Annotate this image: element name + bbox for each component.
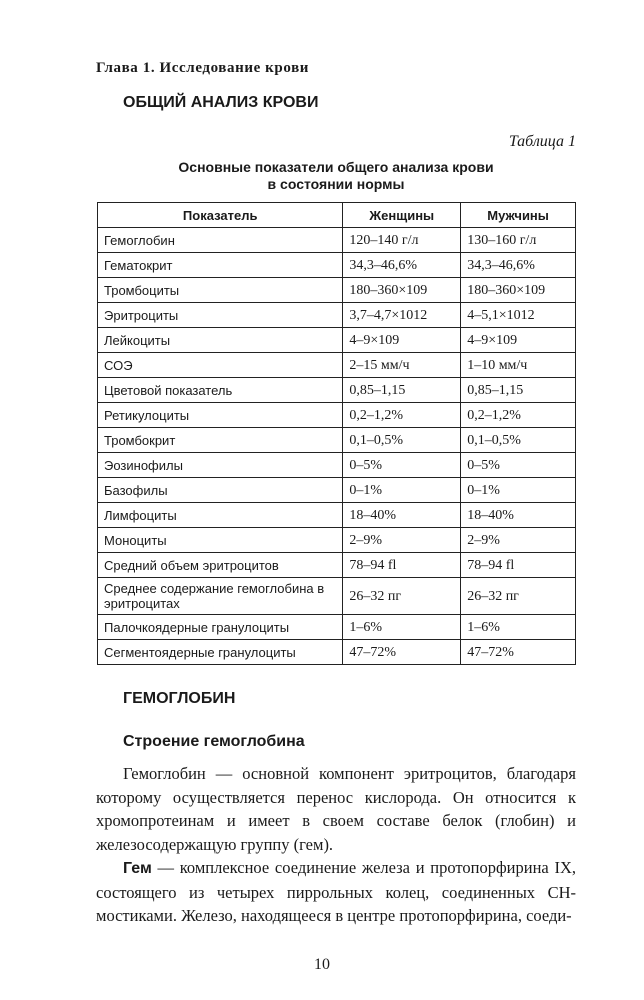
bold-term: Гем	[123, 860, 152, 877]
indicator-cell: Эозинофилы	[98, 453, 343, 478]
table-row	[98, 253, 576, 278]
table-row	[98, 453, 576, 478]
table-row	[98, 578, 576, 615]
men-value-cell: 1–6%	[461, 615, 576, 640]
women-value-cell: 2–15 мм/ч	[343, 353, 461, 378]
column-header: Мужчины	[461, 203, 576, 228]
blood-analysis-table	[97, 202, 576, 665]
women-value-cell: 47–72%	[343, 640, 461, 665]
women-value-cell: 1–6%	[343, 615, 461, 640]
women-value-cell: 0–1%	[343, 478, 461, 503]
indicator-cell: Цветовой показатель	[98, 378, 343, 403]
women-value-cell: 120–140 г/л	[343, 228, 461, 253]
men-value-cell: 130–160 г/л	[461, 228, 576, 253]
men-value-cell: 0,2–1,2%	[461, 403, 576, 428]
table-caption	[96, 159, 576, 193]
indicator-cell: Эритроциты	[98, 303, 343, 328]
women-value-cell: 4–9×109	[343, 328, 461, 353]
indicator-cell: Палочкоядерные гранулоциты	[98, 615, 343, 640]
men-value-cell: 78–94 fl	[461, 553, 576, 578]
indicator-cell: Базофилы	[98, 478, 343, 503]
men-value-cell: 34,3–46,6%	[461, 253, 576, 278]
table-number-label: Таблица 1	[508, 133, 576, 150]
women-value-cell: 34,3–46,6%	[343, 253, 461, 278]
indicator-cell: Гемоглобин	[98, 228, 343, 253]
women-value-cell: 0,2–1,2%	[343, 403, 461, 428]
table-row	[98, 640, 576, 665]
body-paragraph: Гемоглобин — основной компонент эритроцитов, благодаря которому осуществляется перенос кислорода. Он относится к хромопротеинам и имеет в своем составе белок (глобин) и железосодержащую группу (гем).	[96, 764, 576, 854]
table-caption-line: Основные показатели общего анализа крови	[178, 159, 494, 175]
page-number: 10	[314, 956, 330, 973]
men-value-cell: 0,1–0,5%	[461, 428, 576, 453]
indicator-cell: Среднее содержание гемоглобина в эритроцитах	[98, 578, 343, 615]
chapter-header: Глава 1. Исследование крови	[96, 60, 310, 76]
indicator-cell: Лимфоциты	[98, 503, 343, 528]
section-title: ОБЩИЙ АНАЛИЗ КРОВИ	[123, 94, 319, 111]
table-row	[98, 553, 576, 578]
heading-hemoglobin: ГЕМОГЛОБИН	[123, 690, 236, 707]
men-value-cell: 26–32 пг	[461, 578, 576, 615]
table-row	[98, 278, 576, 303]
table-row	[98, 403, 576, 428]
men-value-cell: 180–360×109	[461, 278, 576, 303]
indicator-cell: Моноциты	[98, 528, 343, 553]
table-caption-line: в состоянии нормы	[267, 176, 405, 192]
column-header: Женщины	[343, 203, 461, 228]
women-value-cell: 0,85–1,15	[343, 378, 461, 403]
men-value-cell: 47–72%	[461, 640, 576, 665]
table-row	[98, 328, 576, 353]
indicator-cell: Тромбоциты	[98, 278, 343, 303]
table-row	[98, 428, 576, 453]
men-value-cell: 1–10 мм/ч	[461, 353, 576, 378]
table-row	[98, 303, 576, 328]
indicator-cell: Гематокрит	[98, 253, 343, 278]
body-paragraph	[96, 856, 576, 928]
indicator-cell: Сегментоядерные гранулоциты	[98, 640, 343, 665]
table-row	[98, 503, 576, 528]
women-value-cell: 26–32 пг	[343, 578, 461, 615]
indicator-cell: СОЭ	[98, 353, 343, 378]
women-value-cell: 0,1–0,5%	[343, 428, 461, 453]
table-row	[98, 353, 576, 378]
women-value-cell: 2–9%	[343, 528, 461, 553]
indicator-cell: Лейкоциты	[98, 328, 343, 353]
table-row	[98, 478, 576, 503]
table-row	[98, 528, 576, 553]
women-value-cell: 3,7–4,7×1012	[343, 303, 461, 328]
indicator-cell: Средний объем эритроцитов	[98, 553, 343, 578]
men-value-cell: 18–40%	[461, 503, 576, 528]
men-value-cell: 4–5,1×1012	[461, 303, 576, 328]
table-row	[98, 228, 576, 253]
table-row	[98, 615, 576, 640]
table-header-row	[98, 203, 576, 228]
women-value-cell: 78–94 fl	[343, 553, 461, 578]
column-header: Показатель	[98, 203, 343, 228]
women-value-cell: 0–5%	[343, 453, 461, 478]
men-value-cell: 0–1%	[461, 478, 576, 503]
men-value-cell: 0–5%	[461, 453, 576, 478]
indicator-cell: Ретикулоциты	[98, 403, 343, 428]
subheading-hemoglobin-structure: Строение гемоглобина	[123, 733, 305, 750]
men-value-cell: 4–9×109	[461, 328, 576, 353]
men-value-cell: 0,85–1,15	[461, 378, 576, 403]
table-row	[98, 378, 576, 403]
indicator-cell: Тромбокрит	[98, 428, 343, 453]
paragraph-text: — комплексное соединение железа и протопорфирина IX, состоящего из четырех пиррольных колец, соединенных CH-мостиками. Железо, находящееся в центре протопорфирина, соеди-	[96, 858, 576, 925]
women-value-cell: 18–40%	[343, 503, 461, 528]
men-value-cell: 2–9%	[461, 528, 576, 553]
women-value-cell: 180–360×109	[343, 278, 461, 303]
